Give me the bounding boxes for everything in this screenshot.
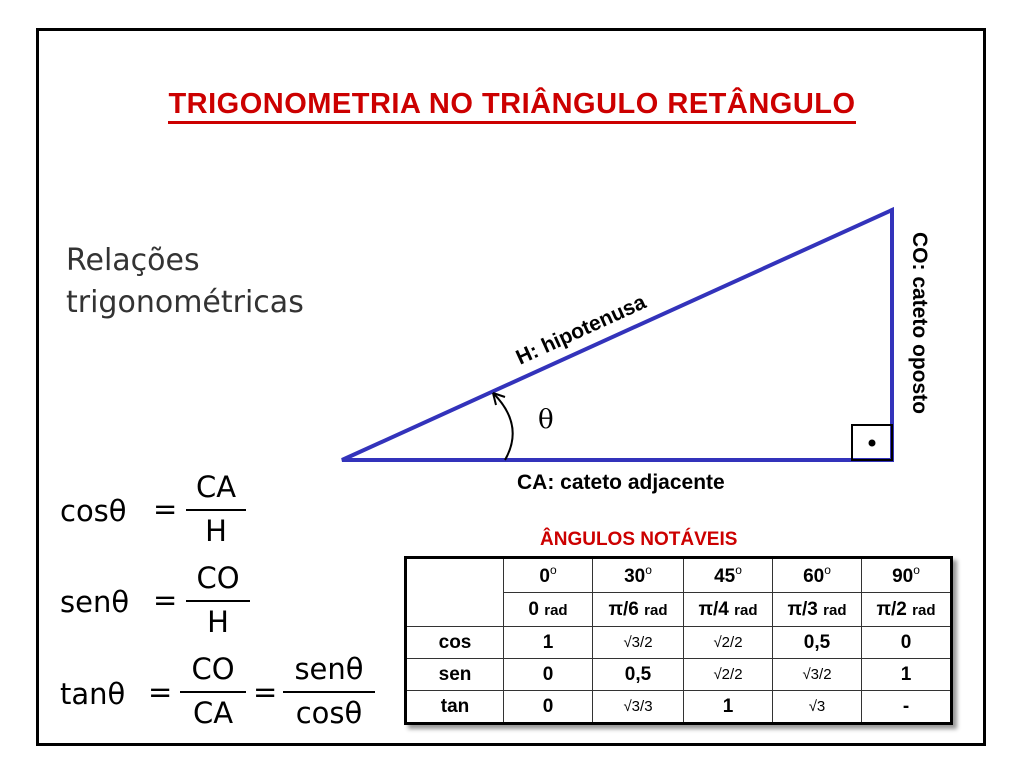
radian-cell: π/4 rad — [684, 593, 773, 627]
value-cell: 1 — [862, 659, 952, 691]
cos-numerator: CA — [195, 470, 237, 504]
value-cell: 0,5 — [773, 627, 862, 659]
equals-sign-cos: = — [153, 492, 178, 526]
sen-fraction-bar — [186, 600, 250, 602]
angle-label: θ — [538, 405, 554, 435]
equals-sign-tan-2: = — [253, 675, 278, 709]
table-row-sen — [406, 659, 952, 691]
value-cell: 0 — [504, 659, 593, 691]
tan-denominator-2: cosθ — [295, 696, 363, 730]
table-corner-cell — [406, 558, 504, 627]
relations-line2: trigonométricas — [66, 285, 304, 320]
radian-cell: π/2 rad — [862, 593, 952, 627]
sen-denominator: H — [207, 605, 229, 639]
degree-cell: 0$^o$ — [504, 558, 593, 593]
value-cell: 0 — [504, 691, 593, 724]
value-cell: √2/2 — [684, 627, 773, 659]
degree-cell: 90$^o$ — [862, 558, 952, 593]
table-heading: ÂNGULOS NOTÁVEIS — [540, 529, 738, 550]
tan-numerator-2: senθ — [294, 652, 364, 686]
radian-cell: π/3 rad — [773, 593, 862, 627]
value-cell: √3/2 — [593, 627, 684, 659]
opposite-label: CO: cateto oposto — [908, 232, 931, 414]
tan-denominator: CA — [192, 696, 234, 730]
relations-line1: Relações — [66, 243, 200, 278]
cos-lhs: cosθ — [60, 494, 127, 528]
radian-cell: π/6 rad — [593, 593, 684, 627]
notable-angles-table — [404, 556, 953, 725]
table-row-cos — [406, 627, 952, 659]
sen-numerator: CO — [196, 561, 240, 595]
hypotenuse-label: H: hipotenusa — [512, 290, 650, 370]
row-label-tan: tan — [406, 691, 504, 724]
tan-lhs: tanθ — [60, 677, 126, 711]
value-cell: 1 — [504, 627, 593, 659]
value-cell: √2/2 — [684, 659, 773, 691]
tan-numerator: CO — [191, 652, 235, 686]
value-cell: √3/3 — [593, 691, 684, 724]
table-row-degrees — [406, 558, 952, 593]
cos-denominator: H — [205, 514, 227, 548]
row-label-sen: sen — [406, 659, 504, 691]
tan-fraction-bar-2 — [283, 691, 375, 693]
row-label-cos: cos — [406, 627, 504, 659]
tan-fraction-bar — [180, 691, 246, 693]
value-cell: - — [862, 691, 952, 724]
degree-cell: 45$^o$ — [684, 558, 773, 593]
value-cell: √3/2 — [773, 659, 862, 691]
degree-cell: 60$^o$ — [773, 558, 862, 593]
cos-fraction-bar — [186, 509, 246, 511]
right-angle-dot — [869, 440, 876, 447]
value-cell: √3 — [773, 691, 862, 724]
equals-sign-sen: = — [153, 583, 178, 617]
sen-lhs: senθ — [60, 585, 130, 619]
degree-cell: 30$^o$ — [593, 558, 684, 593]
triangle-outline — [342, 210, 892, 460]
value-cell: 1 — [684, 691, 773, 724]
adjacent-label: CA: cateto adjacente — [517, 471, 725, 494]
equals-sign-tan: = — [148, 675, 173, 709]
value-cell: 0,5 — [593, 659, 684, 691]
radian-cell: 0 rad — [504, 593, 593, 627]
page-title: TRIGONOMETRIA NO TRIÂNGULO RETÂNGULO — [0, 88, 1024, 121]
value-cell: 0 — [862, 627, 952, 659]
table-row-tan — [406, 691, 952, 724]
